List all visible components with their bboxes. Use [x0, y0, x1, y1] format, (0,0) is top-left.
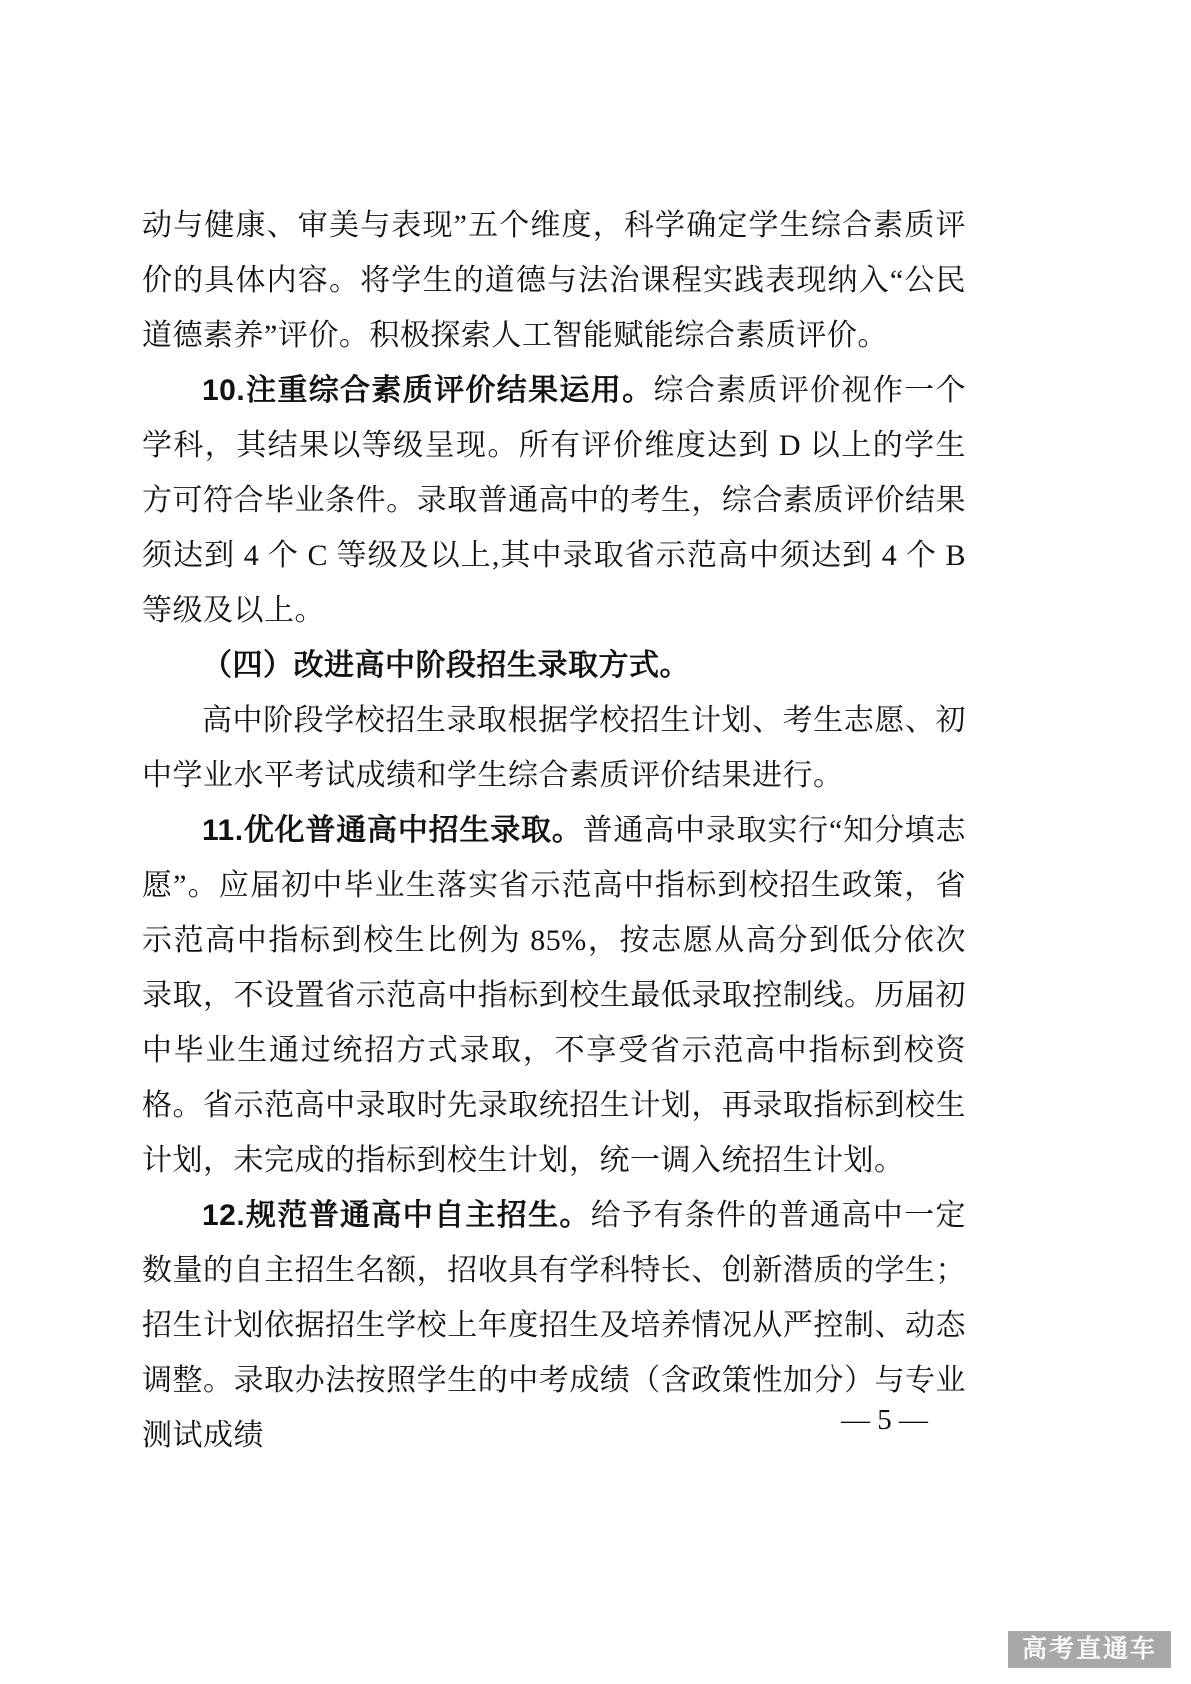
- paragraph-section-intro-text: 高中阶段学校招生录取根据学校招生计划、考生志愿、初中学业水平考试成绩和学生综合素质评价结果进行。: [142, 704, 966, 792]
- paragraph-item-10-lead: 10.注重综合素质评价结果运用。: [202, 374, 654, 407]
- paragraph-item-11-text: 普通高中录取实行“知分填志愿”。应届初中毕业生落实省示范高中指标到校招生政策，省示范高中指标到校生比例为 85%，按志愿从高分到低分依次录取，不设置省示范高中指标到校生最低录取控制线。历届初中毕业生通过统招方式录取，不享受省示范高中指标到校资格。省示范高中录取时先录取统招生计划，再录取指标到校生计划，未完成的指标到校生计划，统一调入统招生计划。: [142, 814, 966, 1177]
- paragraph-item-11: [142, 803, 966, 1188]
- paragraph-item-12-lead: 12.规范普通高中自主招生。: [202, 1199, 591, 1232]
- paragraph-section-intro: [142, 693, 966, 803]
- paragraph-continuation-text: 动与健康、审美与表现”五个维度，科学确定学生综合素质评价的具体内容。将学生的道德与法治课程实践表现纳入“公民道德素养”评价。积极探索人工智能赋能综合素质评价。: [142, 209, 966, 352]
- page-footer: [142, 1400, 966, 1440]
- page-number: — 5 —: [841, 1404, 928, 1436]
- paragraph-item-12-text: 给予有条件的普通高中一定数量的自主招生名额，招收具有学科特长、创新潜质的学生；招生计划依据招生学校上年度招生及培养情况从严控制、动态调整。录取办法按照学生的中考成绩（含政策性加分）与专业测试成绩: [142, 1199, 966, 1452]
- paragraph-item-11-lead: 11.优化普通高中招生录取。: [202, 814, 583, 847]
- paragraph-continuation: [142, 198, 966, 363]
- document-body: [142, 198, 966, 1463]
- watermark-badge: 高考直通车: [1008, 1631, 1171, 1668]
- section-heading-4-label: （四）改进高中阶段招生录取方式。: [202, 649, 690, 682]
- section-heading-4: [142, 638, 966, 693]
- paragraph-item-10-text: 综合素质评价视作一个学科，其结果以等级呈现。所有评价维度达到 D 以上的学生方可符合毕业条件。录取普通高中的考生，综合素质评价结果须达到 4 个 C 等级及以上,其中录取省示范高中须达到 4 个 B 等级及以上。: [142, 374, 966, 627]
- paragraph-item-10: [142, 363, 966, 638]
